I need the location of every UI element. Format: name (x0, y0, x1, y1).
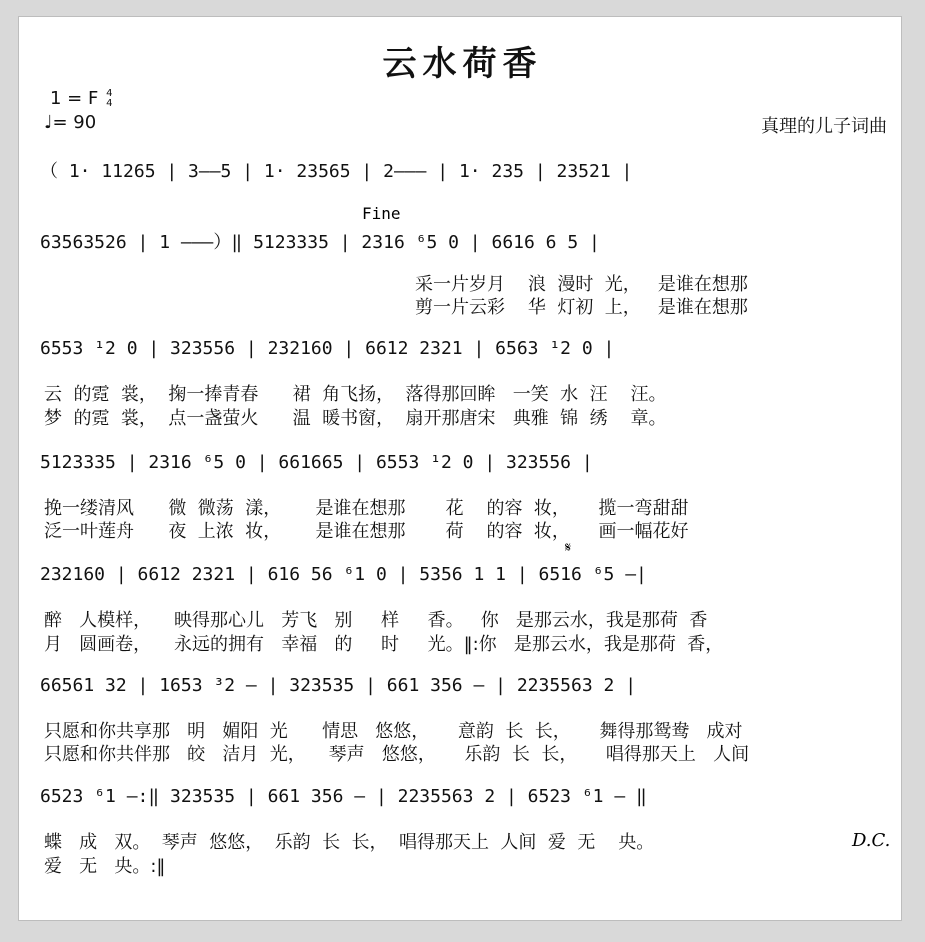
lyrics-line-6a: 只愿和你共享那 明 媚阳 光 情思 悠悠， 意韵 长 长， 舞得那鸳鸯 成对 (44, 721, 743, 742)
lyrics-line-5a: 醉 人模样， 映得那心儿 芳飞 别 样 香。 你 是那云水，我是那荷 香 (44, 610, 708, 631)
composer-credit: 真理的儿子词曲 (761, 116, 887, 137)
segno-mark: 𝄋 (565, 540, 572, 556)
lyrics-line-3a: 云 的霓 裳， 掬一捧青春 裙 角飞扬， 落得那回眸 一笑 水 汪 汪。 (44, 384, 667, 405)
key-label: 1 = F (50, 88, 99, 109)
lyrics-line-6b: 只愿和你共伴那 皎 洁月 光， 琴声 悠悠， 乐韵 长 长， 唱得那天上 人间 (44, 744, 750, 765)
lyrics-line-2a: 采一片岁月 浪 漫时 光， 是谁在想那 (415, 274, 748, 295)
notation-line-4: 5123335 | 2316 ⁶5 0 | 661665 | 6553 ¹2 0 | 323556 | (40, 452, 593, 473)
notation-line-3: 6553 ¹2 0 | 323556 | 232160 | 6612 2321 | 6563 ¹2 0 | (40, 338, 615, 359)
lyrics-line-7b: 爱 无 央。:‖ (44, 856, 166, 877)
notation-line-6: 66561 32 | 1653 ³2 — | 323535 | 661 356 — | 2235563 2 | (40, 675, 637, 696)
lyrics-line-4a: 挽一缕清风 微 微荡 漾， 是谁在想那 花 的容 妆， 揽一弯甜甜 (44, 498, 689, 519)
song-title: 云水荷香 (382, 44, 543, 84)
notation-line-7: 6523 ⁶1 —:‖ 323535 | 661 356 — | 2235563 2 | 6523 ⁶1 — ‖ (40, 786, 647, 807)
time-sig-top: 4 (106, 88, 113, 99)
time-sig-bottom: 4 (106, 98, 113, 109)
lyrics-line-4b: 泛一叶莲舟 夜 上浓 妆， 是谁在想那 荷 的容 妆， 画一幅花好 (44, 521, 689, 542)
notation-line-5: 232160 | 6612 2321 | 616 56 ⁶1 0 | 5356 1 1 | 6516 ⁶5 —| (40, 564, 647, 585)
lyrics-line-7a: 蝶 成 双。 琴声 悠悠， 乐韵 长 长， 唱得那天上 人间 爱 无 央。 (44, 832, 655, 853)
time-signature (106, 89, 112, 109)
notation-line-2: 63563526 | 1 ———）‖ 5123335 | 2316 ⁶5 0 | 6616 6 5 | (40, 232, 600, 253)
notation-line-1: （ 1· 11265 | 3——5 | 1· 23565 | 2——— | 1· 235 | 23521 | (40, 161, 633, 182)
lyrics-line-2b: 剪一片云彩 华 灯初 上， 是谁在想那 (415, 297, 748, 318)
key-signature (50, 88, 112, 109)
dc-mark: D.C. (852, 830, 891, 851)
tempo-mark: ♩= 90 (44, 112, 97, 133)
lyrics-line-5b: 月 圆画卷， 永远的拥有 幸福 的 时 光。‖:你 是那云水，我是那荷 香， (44, 634, 724, 655)
lyrics-line-3b: 梦 的霓 裳， 点一盏萤火 温 暖书窗， 扇开那唐宋 典雅 锦 绣 章。 (44, 408, 667, 429)
fine-mark: Fine (362, 204, 401, 223)
